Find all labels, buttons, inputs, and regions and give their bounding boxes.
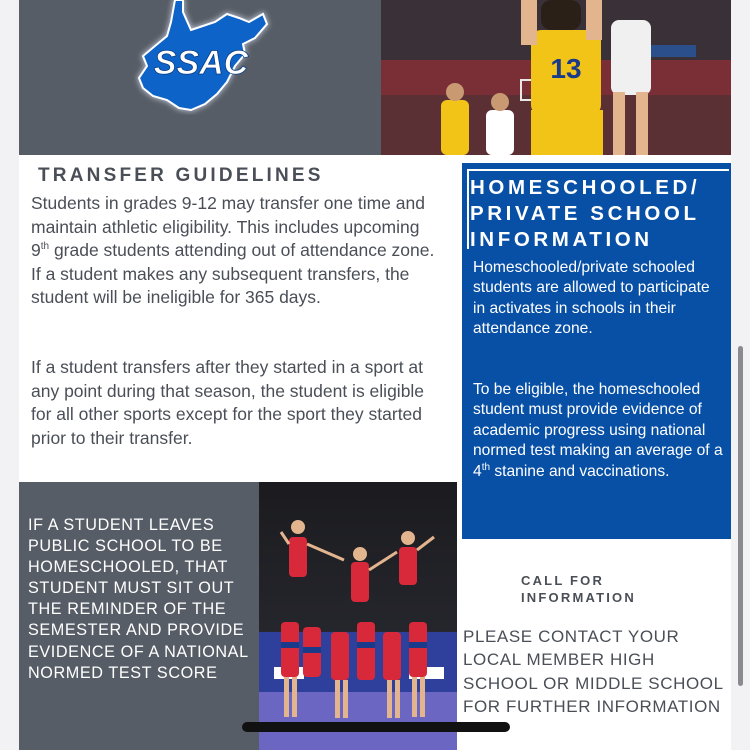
homeschool-paragraph-2 bbox=[473, 380, 723, 482]
homeschool-title-line-1: HOMESCHOOLED/ bbox=[470, 176, 701, 199]
logo-panel bbox=[19, 0, 381, 155]
transfer-p1-sup: th bbox=[40, 241, 50, 253]
transfer-paragraph-1 bbox=[31, 192, 441, 310]
vertical-scrollbar[interactable] bbox=[738, 346, 743, 686]
homeschool-title-line-3: INFORMATION bbox=[470, 228, 653, 251]
basketball-photo bbox=[381, 0, 731, 155]
homeschool-title bbox=[467, 169, 729, 249]
call-for-information-section bbox=[461, 539, 731, 750]
homeschool-p2-text: To be eligible, the homeschooled student must provide evidence of academic progress using national normed test making an average of a 4 bbox=[473, 381, 723, 480]
public-school-note: IF A STUDENT LEAVES PUBLIC SCHOOL TO BE HOMESCHOOLED, THAT STUDENT MUST SIT OUT THE REMINDER OF THE SEMESTER AND PROVIDE EVIDENCE OF A NATIONAL NORMED TEST SCORE bbox=[28, 516, 249, 682]
public-school-note-panel bbox=[19, 482, 259, 750]
homeschool-p2-text-cont: stanine and vaccinations. bbox=[490, 462, 670, 480]
transfer-p1-text-cont: grade students attending out of attendance zone. If a student makes any subsequent transfers, the student will be ineligible for 365 days. bbox=[31, 240, 435, 308]
jersey-number: 13 bbox=[550, 53, 582, 84]
call-body: PLEASE CONTACT YOUR LOCAL MEMBER HIGH SCHOOL OR MIDDLE SCHOOL FOR FURTHER INFORMATION bbox=[463, 627, 724, 716]
home-indicator[interactable] bbox=[242, 722, 510, 732]
call-title: CALL FOR INFORMATION bbox=[521, 573, 636, 605]
logo-text: SSAC bbox=[153, 44, 249, 82]
transfer-paragraph-2: If a student transfers after they started in a sport at any point during that season, the student is eligible for all other sports except for the sport they started prior to their transfer. bbox=[31, 357, 425, 448]
homeschool-paragraph-1: Homeschooled/private schooled students are allowed to participate in activates in schools in their attendance zone. bbox=[473, 259, 710, 338]
cheerleading-photo bbox=[259, 482, 457, 750]
transfer-guidelines-section bbox=[19, 160, 459, 480]
homeschool-info-box bbox=[462, 163, 731, 539]
homeschool-title-line-2: PRIVATE SCHOOL bbox=[470, 202, 700, 225]
west-virginia-state-logo bbox=[117, 0, 287, 115]
transfer-title: TRANSFER GUIDELINES bbox=[38, 165, 324, 186]
homeschool-p2-sup: th bbox=[481, 461, 491, 473]
transfer-p1-text: Students in grades 9-12 may transfer one time and maintain athletic eligibility. This includes upcoming 9 bbox=[31, 193, 425, 261]
flyer-page bbox=[19, 0, 731, 750]
